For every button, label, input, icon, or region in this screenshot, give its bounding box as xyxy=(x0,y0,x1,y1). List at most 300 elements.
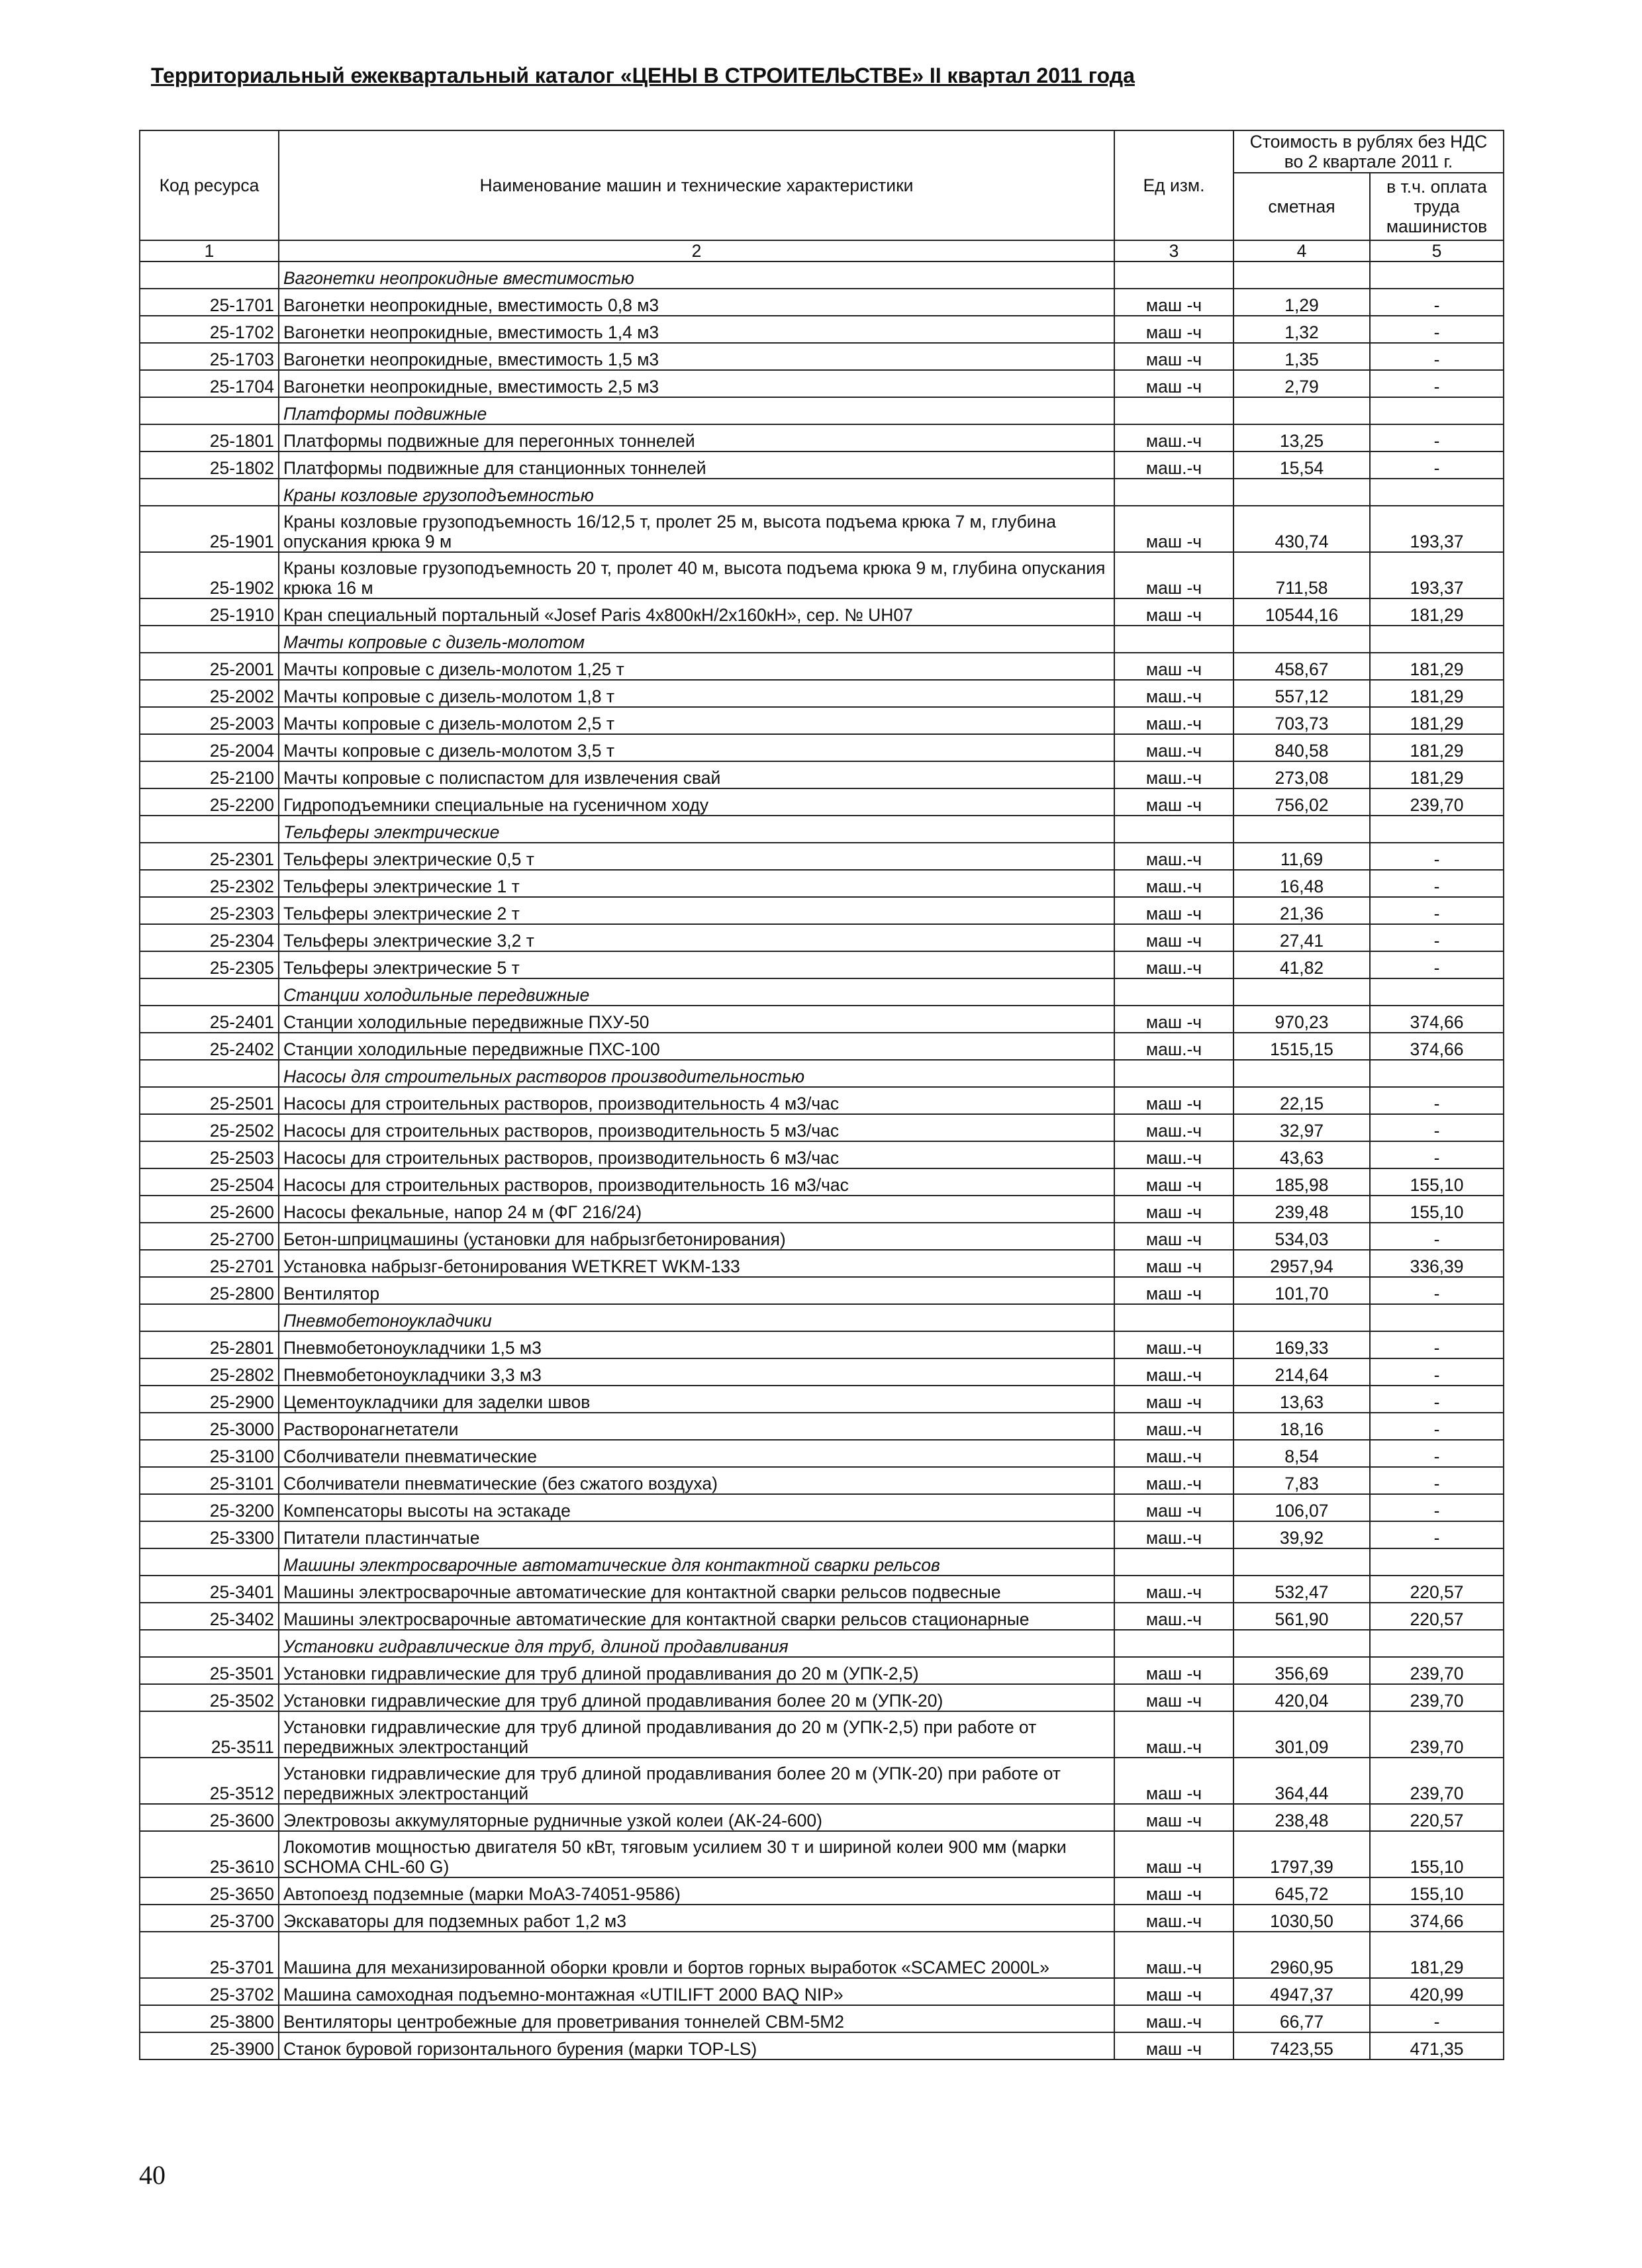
table-row xyxy=(140,680,1504,707)
table-row xyxy=(140,1358,1504,1386)
unit-of-measure: маш.-ч xyxy=(1114,1905,1233,1932)
estimated-cost: 2960,95 xyxy=(1233,1932,1370,1978)
resource-code: 25-2303 xyxy=(140,897,279,924)
unit-of-measure: маш.-ч xyxy=(1114,870,1233,897)
section-title: Тельферы электрические xyxy=(279,816,1114,843)
machine-name: Платформы подвижные для перегонных тоннелей xyxy=(279,424,1114,451)
unit-of-measure: маш -ч xyxy=(1114,1758,1233,1804)
unit-of-measure: маш -ч xyxy=(1114,370,1233,397)
unit-of-measure: маш.-ч xyxy=(1114,1932,1233,1978)
machine-name: Вагонетки неопрокидные, вместимость 1,5 м3 xyxy=(279,343,1114,370)
unit-of-measure: маш -ч xyxy=(1114,1657,1233,1684)
table-row xyxy=(140,1141,1504,1168)
machine-name: Вентиляторы центробежные для проветривания тоннелей СВМ-5М2 xyxy=(279,2005,1114,2032)
estimated-cost: 7,83 xyxy=(1233,1467,1370,1494)
unit-of-measure: маш.-ч xyxy=(1114,1358,1233,1386)
header-wage: в т.ч. оплата труда машинистов xyxy=(1370,173,1504,240)
machine-name: Станции холодильные передвижные ПХС-100 xyxy=(279,1033,1114,1060)
section-code-cell xyxy=(140,1630,279,1657)
machine-name: Кран специальный портальный «Josef Paris 4x800кН/2x160кН», сер. № UH07 xyxy=(279,598,1114,626)
column-number: 5 xyxy=(1370,240,1504,261)
section-wage-cell xyxy=(1370,626,1504,653)
section-unit-cell xyxy=(1114,479,1233,506)
estimated-cost: 41,82 xyxy=(1233,951,1370,978)
resource-code: 25-2504 xyxy=(140,1168,279,1196)
estimated-cost: 557,12 xyxy=(1233,680,1370,707)
resource-code: 25-3700 xyxy=(140,1905,279,1932)
section-wage-cell xyxy=(1370,1060,1504,1087)
unit-of-measure: маш -ч xyxy=(1114,316,1233,343)
operator-wage: 239,70 xyxy=(1370,1684,1504,1711)
machine-name: Машины электросварочные автоматические для контактной сварки рельсов подвесные xyxy=(279,1576,1114,1603)
estimated-cost: 532,47 xyxy=(1233,1576,1370,1603)
unit-of-measure: маш.-ч xyxy=(1114,1413,1233,1440)
table-row xyxy=(140,897,1504,924)
resource-code: 25-2301 xyxy=(140,843,279,870)
table-body xyxy=(140,261,1504,2059)
table-row xyxy=(140,1006,1504,1033)
table-row xyxy=(140,1440,1504,1467)
resource-code: 25-1801 xyxy=(140,424,279,451)
resource-code: 25-3511 xyxy=(140,1711,279,1758)
section-code-cell xyxy=(140,479,279,506)
section-title: Краны козловые грузоподъемностью xyxy=(279,479,1114,506)
machine-name: Установка набрызг-бетонирования WETKRET WKM-133 xyxy=(279,1250,1114,1277)
machine-name: Установки гидравлические для труб длиной продавливания более 20 м (УПК-20) xyxy=(279,1684,1114,1711)
resource-code: 25-1802 xyxy=(140,451,279,479)
unit-of-measure: маш -ч xyxy=(1114,289,1233,316)
resource-code: 25-2100 xyxy=(140,761,279,788)
table-row xyxy=(140,598,1504,626)
unit-of-measure: маш.-ч xyxy=(1114,1033,1233,1060)
unit-of-measure: маш -ч xyxy=(1114,1006,1233,1033)
unit-of-measure: маш.-ч xyxy=(1114,424,1233,451)
machine-name: Тельферы электрические 0,5 т xyxy=(279,843,1114,870)
table-row xyxy=(140,424,1504,451)
estimated-cost: 561,90 xyxy=(1233,1603,1370,1630)
estimated-cost: 430,74 xyxy=(1233,506,1370,552)
estimated-cost: 703,73 xyxy=(1233,707,1370,734)
resource-code: 25-2302 xyxy=(140,870,279,897)
unit-of-measure: маш -ч xyxy=(1114,1494,1233,1521)
table-row xyxy=(140,707,1504,734)
table-row xyxy=(140,1413,1504,1440)
unit-of-measure: маш.-ч xyxy=(1114,734,1233,761)
machine-name: Бетон-шприцмашины (установки для набрызгбетонирования) xyxy=(279,1223,1114,1250)
resource-code: 25-2401 xyxy=(140,1006,279,1033)
machine-name: Экскаваторы для подземных работ 1,2 м3 xyxy=(279,1905,1114,1932)
estimated-cost: 15,54 xyxy=(1233,451,1370,479)
section-code-cell xyxy=(140,978,279,1006)
operator-wage: 336,39 xyxy=(1370,1250,1504,1277)
section-unit-cell xyxy=(1114,1630,1233,1657)
unit-of-measure: маш.-ч xyxy=(1114,680,1233,707)
operator-wage: 193,37 xyxy=(1370,506,1504,552)
operator-wage: 239,70 xyxy=(1370,788,1504,816)
resource-code: 25-2801 xyxy=(140,1331,279,1358)
section-cost-cell xyxy=(1233,1304,1370,1331)
table-row xyxy=(140,788,1504,816)
section-row xyxy=(140,626,1504,653)
unit-of-measure: маш.-ч xyxy=(1114,1141,1233,1168)
section-unit-cell xyxy=(1114,978,1233,1006)
estimated-cost: 18,16 xyxy=(1233,1413,1370,1440)
machine-name: Вагонетки неопрокидные, вместимость 1,4 м3 xyxy=(279,316,1114,343)
table-row xyxy=(140,1114,1504,1141)
column-number: 3 xyxy=(1114,240,1233,261)
machine-name: Установки гидравлические для труб длиной продавливания до 20 м (УПК-2,5) xyxy=(279,1657,1114,1684)
header-cost-group: Стоимость в рублях без НДС во 2 квартале 2011 г. xyxy=(1233,130,1504,173)
section-row xyxy=(140,978,1504,1006)
operator-wage: 181,29 xyxy=(1370,598,1504,626)
table-row xyxy=(140,1603,1504,1630)
section-unit-cell xyxy=(1114,1060,1233,1087)
operator-wage: - xyxy=(1370,451,1504,479)
estimated-cost: 239,48 xyxy=(1233,1196,1370,1223)
operator-wage: - xyxy=(1370,343,1504,370)
estimated-cost: 645,72 xyxy=(1233,1877,1370,1905)
operator-wage: - xyxy=(1370,1331,1504,1358)
operator-wage: 374,66 xyxy=(1370,1033,1504,1060)
machine-name: Вентилятор xyxy=(279,1277,1114,1304)
estimated-cost: 1,29 xyxy=(1233,289,1370,316)
section-title: Насосы для строительных растворов производительностью xyxy=(279,1060,1114,1087)
table-row xyxy=(140,316,1504,343)
machine-name: Установки гидравлические для труб длиной продавливания более 20 м (УПК-20) при работе от передвижных электростанций xyxy=(279,1758,1114,1804)
price-table xyxy=(139,130,1504,2060)
machine-name: Вагонетки неопрокидные, вместимость 0,8 м3 xyxy=(279,289,1114,316)
resource-code: 25-2001 xyxy=(140,653,279,680)
section-cost-cell xyxy=(1233,261,1370,289)
resource-code: 25-3610 xyxy=(140,1831,279,1877)
page-number: 40 xyxy=(139,2160,166,2190)
table-row xyxy=(140,1033,1504,1060)
operator-wage: 193,37 xyxy=(1370,552,1504,598)
operator-wage: 181,29 xyxy=(1370,1932,1504,1978)
unit-of-measure: маш -ч xyxy=(1114,788,1233,816)
operator-wage: - xyxy=(1370,897,1504,924)
resource-code: 25-3600 xyxy=(140,1804,279,1831)
section-wage-cell xyxy=(1370,479,1504,506)
unit-of-measure: маш.-ч xyxy=(1114,1711,1233,1758)
operator-wage: 220,57 xyxy=(1370,1804,1504,1831)
operator-wage: - xyxy=(1370,1141,1504,1168)
section-row xyxy=(140,1630,1504,1657)
table-row xyxy=(140,1711,1504,1758)
machine-name: Компенсаторы высоты на эстакаде xyxy=(279,1494,1114,1521)
estimated-cost: 1,32 xyxy=(1233,316,1370,343)
header-unit: Ед изм. xyxy=(1114,130,1233,240)
unit-of-measure: маш -ч xyxy=(1114,1223,1233,1250)
operator-wage: - xyxy=(1370,951,1504,978)
operator-wage: - xyxy=(1370,1386,1504,1413)
table-row xyxy=(140,1804,1504,1831)
operator-wage: 374,66 xyxy=(1370,1905,1504,1932)
resource-code: 25-3000 xyxy=(140,1413,279,1440)
operator-wage: - xyxy=(1370,2005,1504,2032)
section-code-cell xyxy=(140,626,279,653)
resource-code: 25-3900 xyxy=(140,2032,279,2059)
estimated-cost: 756,02 xyxy=(1233,788,1370,816)
section-cost-cell xyxy=(1233,626,1370,653)
table-row xyxy=(140,552,1504,598)
resource-code: 25-3800 xyxy=(140,2005,279,2032)
resource-code: 25-3702 xyxy=(140,1978,279,2005)
resource-code: 25-2003 xyxy=(140,707,279,734)
unit-of-measure: маш.-ч xyxy=(1114,1521,1233,1548)
table-row xyxy=(140,1684,1504,1711)
operator-wage: - xyxy=(1370,289,1504,316)
estimated-cost: 11,69 xyxy=(1233,843,1370,870)
section-wage-cell xyxy=(1370,978,1504,1006)
unit-of-measure: маш -ч xyxy=(1114,506,1233,552)
machine-name: Цементоукладчики для заделки швов xyxy=(279,1386,1114,1413)
operator-wage: - xyxy=(1370,1223,1504,1250)
estimated-cost: 301,09 xyxy=(1233,1711,1370,1758)
table-row xyxy=(140,1196,1504,1223)
operator-wage: - xyxy=(1370,424,1504,451)
resource-code: 25-2600 xyxy=(140,1196,279,1223)
machine-name: Мачты копровые с дизель-молотом 3,5 т xyxy=(279,734,1114,761)
table-row xyxy=(140,870,1504,897)
operator-wage: 239,70 xyxy=(1370,1758,1504,1804)
table-row xyxy=(140,734,1504,761)
resource-code: 25-2503 xyxy=(140,1141,279,1168)
estimated-cost: 420,04 xyxy=(1233,1684,1370,1711)
unit-of-measure: маш -ч xyxy=(1114,1386,1233,1413)
operator-wage: - xyxy=(1370,843,1504,870)
operator-wage: - xyxy=(1370,1277,1504,1304)
machine-name: Мачты копровые с дизель-молотом 1,8 т xyxy=(279,680,1114,707)
operator-wage: - xyxy=(1370,1087,1504,1114)
section-wage-cell xyxy=(1370,261,1504,289)
unit-of-measure: маш -ч xyxy=(1114,1978,1233,2005)
section-unit-cell xyxy=(1114,397,1233,424)
machine-name: Мачты копровые с полиспастом для извлечения свай xyxy=(279,761,1114,788)
estimated-cost: 16,48 xyxy=(1233,870,1370,897)
machine-name: Мачты копровые с дизель-молотом 2,5 т xyxy=(279,707,1114,734)
section-title: Вагонетки неопрокидные вместимостью xyxy=(279,261,1114,289)
unit-of-measure: маш -ч xyxy=(1114,1277,1233,1304)
operator-wage: 471,35 xyxy=(1370,2032,1504,2059)
estimated-cost: 711,58 xyxy=(1233,552,1370,598)
operator-wage: - xyxy=(1370,1440,1504,1467)
operator-wage: 220,57 xyxy=(1370,1576,1504,1603)
resource-code: 25-2305 xyxy=(140,951,279,978)
section-title: Пневмобетоноукладчики xyxy=(279,1304,1114,1331)
unit-of-measure: маш -ч xyxy=(1114,1168,1233,1196)
section-unit-cell xyxy=(1114,1304,1233,1331)
header-code: Код ресурса xyxy=(140,130,279,240)
table-row xyxy=(140,1277,1504,1304)
resource-code: 25-1701 xyxy=(140,289,279,316)
estimated-cost: 106,07 xyxy=(1233,1494,1370,1521)
unit-of-measure: маш -ч xyxy=(1114,1831,1233,1877)
machine-name: Насосы фекальные, напор 24 м (ФГ 216/24) xyxy=(279,1196,1114,1223)
machine-name: Пневмобетоноукладчики 3,3 м3 xyxy=(279,1358,1114,1386)
section-title: Платформы подвижные xyxy=(279,397,1114,424)
table-row xyxy=(140,1978,1504,2005)
header-name: Наименование машин и технические характеристики xyxy=(279,130,1114,240)
estimated-cost: 8,54 xyxy=(1233,1440,1370,1467)
estimated-cost: 970,23 xyxy=(1233,1006,1370,1033)
machine-name: Насосы для строительных растворов, производительность 6 м3/час xyxy=(279,1141,1114,1168)
table-row xyxy=(140,1576,1504,1603)
operator-wage: - xyxy=(1370,1521,1504,1548)
resource-code: 25-2002 xyxy=(140,680,279,707)
section-title: Машины электросварочные автоматические для контактной сварки рельсов xyxy=(279,1548,1114,1576)
section-title: Установки гидравлические для труб, длиной продавливания xyxy=(279,1630,1114,1657)
section-title: Станции холодильные передвижные xyxy=(279,978,1114,1006)
table-row xyxy=(140,451,1504,479)
section-cost-cell xyxy=(1233,1630,1370,1657)
machine-name: Сболчиватели пневматические (без сжатого воздуха) xyxy=(279,1467,1114,1494)
machine-name: Насосы для строительных растворов, производительность 16 м3/час xyxy=(279,1168,1114,1196)
operator-wage: - xyxy=(1370,1494,1504,1521)
section-wage-cell xyxy=(1370,397,1504,424)
table-row xyxy=(140,1223,1504,1250)
operator-wage: 181,29 xyxy=(1370,653,1504,680)
section-unit-cell xyxy=(1114,816,1233,843)
table-row xyxy=(140,761,1504,788)
unit-of-measure: маш -ч xyxy=(1114,1250,1233,1277)
operator-wage: 155,10 xyxy=(1370,1831,1504,1877)
machine-name: Платформы подвижные для станционных тоннелей xyxy=(279,451,1114,479)
unit-of-measure: маш.-ч xyxy=(1114,2005,1233,2032)
machine-name: Машины электросварочные автоматические для контактной сварки рельсов стационарные xyxy=(279,1603,1114,1630)
table-row xyxy=(140,2005,1504,2032)
unit-of-measure: маш -ч xyxy=(1114,343,1233,370)
unit-of-measure: маш.-ч xyxy=(1114,1114,1233,1141)
machine-name: Тельферы электрические 5 т xyxy=(279,951,1114,978)
unit-of-measure: маш -ч xyxy=(1114,1804,1233,1831)
section-row xyxy=(140,1060,1504,1087)
unit-of-measure: маш -ч xyxy=(1114,1877,1233,1905)
estimated-cost: 1,35 xyxy=(1233,343,1370,370)
resource-code: 25-3701 xyxy=(140,1932,279,1978)
operator-wage: - xyxy=(1370,370,1504,397)
table-row xyxy=(140,370,1504,397)
section-unit-cell xyxy=(1114,626,1233,653)
section-code-cell xyxy=(140,816,279,843)
table-row xyxy=(140,951,1504,978)
estimated-cost: 10544,16 xyxy=(1233,598,1370,626)
estimated-cost: 13,63 xyxy=(1233,1386,1370,1413)
machine-name: Насосы для строительных растворов, производительность 4 м3/час xyxy=(279,1087,1114,1114)
operator-wage: - xyxy=(1370,1467,1504,1494)
resource-code: 25-1704 xyxy=(140,370,279,397)
machine-name: Тельферы электрические 1 т xyxy=(279,870,1114,897)
estimated-cost: 39,92 xyxy=(1233,1521,1370,1548)
estimated-cost: 2,79 xyxy=(1233,370,1370,397)
resource-code: 25-2304 xyxy=(140,924,279,951)
table-row xyxy=(140,1168,1504,1196)
table-row xyxy=(140,506,1504,552)
machine-name: Вагонетки неопрокидные, вместимость 2,5 м3 xyxy=(279,370,1114,397)
table-row xyxy=(140,1331,1504,1358)
section-wage-cell xyxy=(1370,1548,1504,1576)
section-row xyxy=(140,816,1504,843)
section-code-cell xyxy=(140,397,279,424)
table-row xyxy=(140,343,1504,370)
estimated-cost: 101,70 xyxy=(1233,1277,1370,1304)
unit-of-measure: маш -ч xyxy=(1114,924,1233,951)
resource-code: 25-3100 xyxy=(140,1440,279,1467)
operator-wage: - xyxy=(1370,870,1504,897)
estimated-cost: 4947,37 xyxy=(1233,1978,1370,2005)
unit-of-measure: маш.-ч xyxy=(1114,451,1233,479)
section-wage-cell xyxy=(1370,1304,1504,1331)
estimated-cost: 214,64 xyxy=(1233,1358,1370,1386)
machine-name: Растворонагнетатели xyxy=(279,1413,1114,1440)
machine-name: Машина для механизированной оборки кровли и бортов горных выработок «SCAMEC 2000L» xyxy=(279,1932,1114,1978)
section-cost-cell xyxy=(1233,978,1370,1006)
unit-of-measure: маш.-ч xyxy=(1114,951,1233,978)
resource-code: 25-2501 xyxy=(140,1087,279,1114)
section-unit-cell xyxy=(1114,1548,1233,1576)
estimated-cost: 364,44 xyxy=(1233,1758,1370,1804)
estimated-cost: 185,98 xyxy=(1233,1168,1370,1196)
table-row xyxy=(140,1521,1504,1548)
resource-code: 25-3501 xyxy=(140,1657,279,1684)
operator-wage: 374,66 xyxy=(1370,1006,1504,1033)
table-row xyxy=(140,1758,1504,1804)
table-row xyxy=(140,1087,1504,1114)
resource-code: 25-2701 xyxy=(140,1250,279,1277)
unit-of-measure: маш -ч xyxy=(1114,2032,1233,2059)
estimated-cost: 273,08 xyxy=(1233,761,1370,788)
section-code-cell xyxy=(140,1060,279,1087)
table-row xyxy=(140,1877,1504,1905)
estimated-cost: 1030,50 xyxy=(1233,1905,1370,1932)
operator-wage: 220,57 xyxy=(1370,1603,1504,1630)
machine-name: Гидроподъемники специальные на гусеничном ходу xyxy=(279,788,1114,816)
section-code-cell xyxy=(140,1548,279,1576)
header-estimated: сметная xyxy=(1233,173,1370,240)
operator-wage: - xyxy=(1370,316,1504,343)
resource-code: 25-3650 xyxy=(140,1877,279,1905)
table-row xyxy=(140,843,1504,870)
operator-wage: 239,70 xyxy=(1370,1657,1504,1684)
unit-of-measure: маш.-ч xyxy=(1114,1576,1233,1603)
machine-name: Автопоезд подземные (марки МоАЗ-74051-9586) xyxy=(279,1877,1114,1905)
resource-code: 25-3300 xyxy=(140,1521,279,1548)
resource-code: 25-2502 xyxy=(140,1114,279,1141)
operator-wage: - xyxy=(1370,1358,1504,1386)
unit-of-measure: маш.-ч xyxy=(1114,761,1233,788)
resource-code: 25-1702 xyxy=(140,316,279,343)
operator-wage: 155,10 xyxy=(1370,1196,1504,1223)
resource-code: 25-1910 xyxy=(140,598,279,626)
machine-name: Установки гидравлические для труб длиной продавливания до 20 м (УПК-2,5) при работе от передвижных электростанций xyxy=(279,1711,1114,1758)
machine-name: Тельферы электрические 2 т xyxy=(279,897,1114,924)
resource-code: 25-3401 xyxy=(140,1576,279,1603)
table-row xyxy=(140,1932,1504,1978)
section-code-cell xyxy=(140,261,279,289)
section-row xyxy=(140,1548,1504,1576)
estimated-cost: 238,48 xyxy=(1233,1804,1370,1831)
resource-code: 25-2900 xyxy=(140,1386,279,1413)
operator-wage: 239,70 xyxy=(1370,1711,1504,1758)
unit-of-measure: маш.-ч xyxy=(1114,707,1233,734)
estimated-cost: 2957,94 xyxy=(1233,1250,1370,1277)
resource-code: 25-2802 xyxy=(140,1358,279,1386)
resource-code: 25-1703 xyxy=(140,343,279,370)
estimated-cost: 356,69 xyxy=(1233,1657,1370,1684)
operator-wage: 420,99 xyxy=(1370,1978,1504,2005)
resource-code: 25-3402 xyxy=(140,1603,279,1630)
unit-of-measure: маш.-ч xyxy=(1114,1331,1233,1358)
